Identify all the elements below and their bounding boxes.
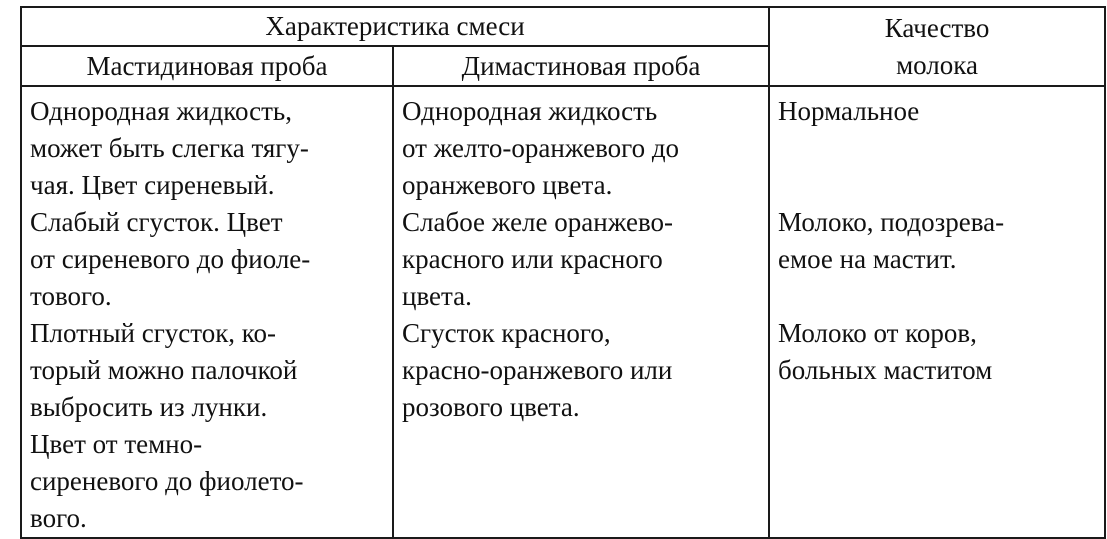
dimastin-column (393, 86, 769, 538)
quality-mastitis: Молоко от коров, больных маститом (778, 318, 993, 385)
dimastin-result-normal: Однородная жидкость от желто-оранжевого до оранжевого цвета. (402, 96, 680, 200)
header-dimastin-test: Димастиновая проба (393, 46, 769, 86)
header-milk-quality (769, 7, 1105, 86)
mastidin-result-mastitis: Плотный сгусток, ко- торый можно палочкой выбросить из лунки. Цвет от темно- сиреневого до фиолето- вого. (30, 318, 304, 533)
mastidin-result-normal: Однородная жидкость, может быть слегка тягу- чая. Цвет сиреневый. (30, 96, 309, 200)
mastidin-result-suspect: Слабый сгусток. Цвет от сиреневого до фиоле- тового. (30, 207, 311, 311)
quality-normal: Нормальное (778, 96, 920, 126)
header-milk-quality-label: Качество молока (884, 12, 990, 80)
quality-column (769, 86, 1105, 538)
quality-suspect: Молоко, подозрева- емое на мастит. (778, 207, 1005, 274)
dimastin-result-suspect: Слабое желе оранжево- красного или красного цвета. (402, 207, 674, 311)
header-mastidin-test: Мастидиновая проба (21, 46, 393, 86)
results-table (20, 6, 1106, 539)
header-mixture-characteristic: Характеристика смеси (21, 7, 769, 46)
mastidin-column (21, 86, 393, 538)
mastitis-test-table (20, 6, 1104, 533)
dimastin-result-mastitis: Сгусток красного, красно-оранжевого или розового цвета. (402, 318, 673, 422)
